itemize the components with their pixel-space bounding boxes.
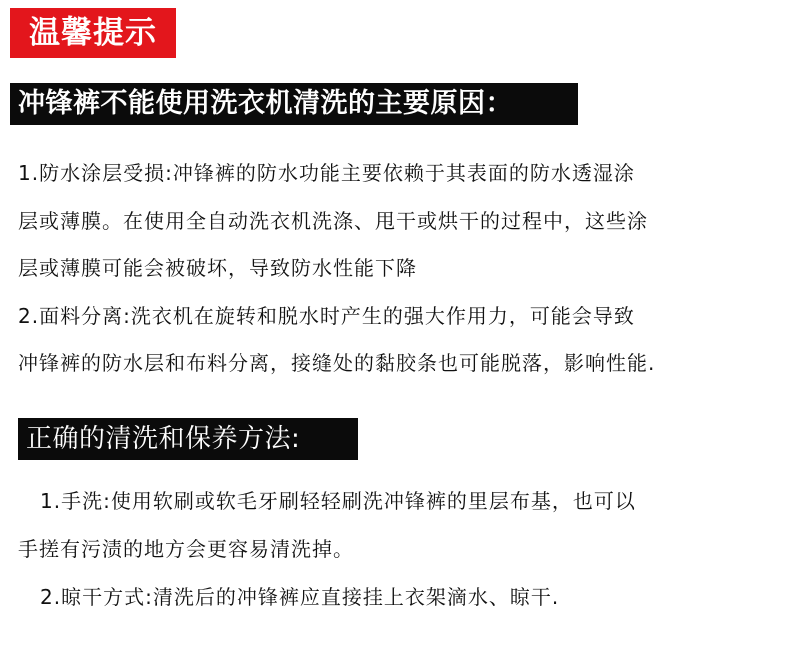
care-line-2: 手搓有污渍的地方会更容易清洗掉。 <box>18 537 354 561</box>
reason-line-4: 2.面料分离:洗衣机在旋转和脱水时产生的强大作用力，可能会导致 <box>18 304 635 328</box>
warm-tips-tag: 温馨提示 <box>10 8 176 58</box>
reason-line-5: 冲锋裤的防水层和布料分离，接缝处的黏胶条也可能脱落，影响性能. <box>18 351 656 375</box>
section-heading-reasons: 冲锋裤不能使用洗衣机清洗的主要原因： <box>10 83 578 125</box>
reason-line-2: 层或薄膜。在使用全自动洗衣机洗涤、甩干或烘干的过程中，这些涂 <box>18 209 648 233</box>
care-line-3: 2.晾干方式:清洗后的冲锋裤应直接挂上衣架滴水、晾干. <box>40 585 560 609</box>
care-line-1: 1.手洗:使用软刷或软毛牙刷轻轻刷洗冲锋裤的里层布基，也可以 <box>40 489 636 513</box>
section-heading-care-methods: 正确的清洗和保养方法: <box>18 418 358 460</box>
reason-line-1: 1.防水涂层受损:冲锋裤的防水功能主要依赖于其表面的防水透湿涂 <box>18 161 635 185</box>
reason-line-3: 层或薄膜可能会被破坏，导致防水性能下降 <box>18 256 417 280</box>
